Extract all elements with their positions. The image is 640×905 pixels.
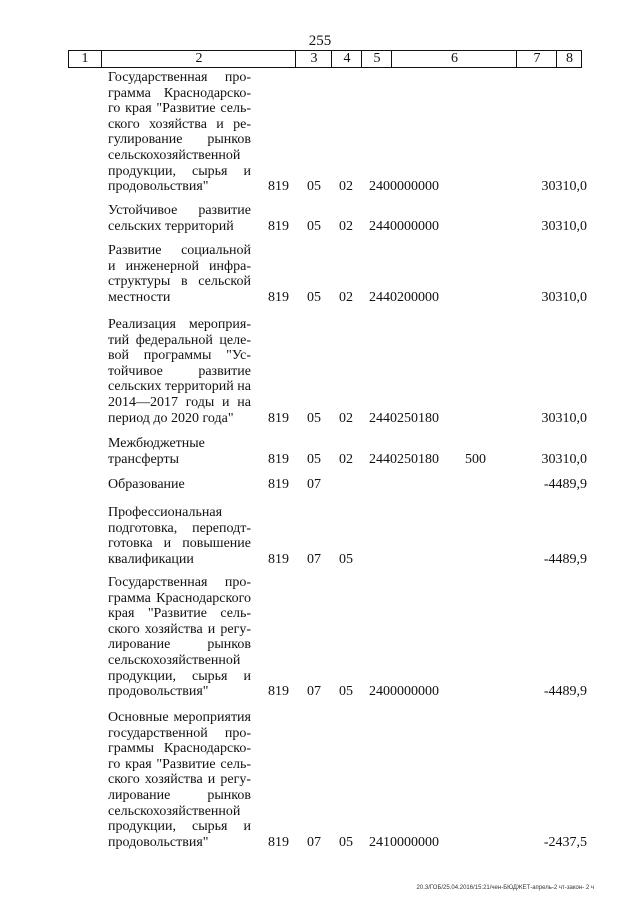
row-name-line: лирование рынков <box>108 637 251 653</box>
cell-col-8: 30310,0 <box>541 410 587 426</box>
cell-col-5: 02 <box>339 179 353 195</box>
row-name-line: продовольствия" <box>108 179 209 195</box>
cell-col-5: 05 <box>339 834 353 850</box>
header-col-4: 4 <box>331 51 362 67</box>
row-name-line: Профессиональная <box>108 505 223 520</box>
row-name-line: граммы Краснодарско- <box>108 741 251 757</box>
row-name-line: сельских территорий на <box>108 379 251 395</box>
cell-col-8: 30310,0 <box>541 179 587 195</box>
table-header <box>68 50 582 68</box>
row-name <box>108 505 251 567</box>
cell-col-3: 819 <box>268 289 289 305</box>
cell-col-3: 819 <box>268 451 289 467</box>
cell-col-4: 07 <box>307 684 321 700</box>
row-name-line: лирование рынков <box>108 787 251 803</box>
cell-col-8: -4489,9 <box>543 684 587 700</box>
row-name-line: Межбюджетные <box>108 436 205 451</box>
row-name-line: продовольствия" <box>108 834 209 850</box>
row-name-line: сельских территорий <box>108 218 234 234</box>
cell-col-6: 2440000000 <box>369 218 439 234</box>
row-name-line: грамма Краснодарско- <box>108 85 251 101</box>
header-col-7: 7 <box>516 51 557 67</box>
header-col-3: 3 <box>295 51 332 67</box>
row-name-line: Развитие социальной <box>108 243 251 258</box>
row-name-line: Устойчивое развитие <box>108 203 251 218</box>
row-name-line: 2014—2017 годы и на <box>108 394 251 410</box>
row-name-line: ского хозяйства и ре- <box>108 116 251 132</box>
row-name-line: тойчивое развитие <box>108 363 251 379</box>
cell-col-5: 05 <box>339 551 353 567</box>
cell-col-4: 07 <box>307 477 321 492</box>
row-name-line: сельскохозяйственной <box>108 803 241 819</box>
page-number: 255 <box>308 33 332 49</box>
row-name-line: вой программы "Ус- <box>108 348 251 364</box>
cell-col-6: 2440250180 <box>369 410 439 426</box>
cell-col-5: 05 <box>339 684 353 700</box>
row-name-line: квалификации <box>108 551 194 567</box>
row-name-line: готовка и повышение <box>108 536 251 552</box>
row-name-line: гулирование рынков <box>108 132 251 148</box>
row-name-line: сельскохозяйственной <box>108 147 241 163</box>
row-name-line: и инженерной инфра- <box>108 258 251 274</box>
cell-col-4: 05 <box>307 179 321 195</box>
cell-col-4: 05 <box>307 289 321 305</box>
row-name-line: тий федеральной целе- <box>108 332 251 348</box>
row-name-line: грамма Краснодарского <box>108 590 251 606</box>
row-name <box>108 203 251 234</box>
footer-stamp: 20.3/ГОБ/25.04.2016/15:21/чен-БЮДЖЕТ-апрель-2 чт-закон- 2 ч <box>416 885 594 891</box>
cell-col-6: 2440200000 <box>369 289 439 305</box>
cell-col-3: 819 <box>268 834 289 850</box>
cell-col-6: 2400000000 <box>369 179 439 195</box>
header-col-5: 5 <box>361 51 392 67</box>
row-name-line: го края "Развитие сель- <box>108 101 251 117</box>
cell-col-8: -4489,9 <box>543 551 587 567</box>
cell-col-3: 819 <box>268 684 289 700</box>
row-name-line: Основные мероприятия <box>108 710 251 725</box>
row-name-line: сельскохозяйственной <box>108 652 241 668</box>
cell-col-3: 819 <box>268 477 289 492</box>
row-name-line: местности <box>108 289 171 305</box>
cell-col-3: 819 <box>268 410 289 426</box>
row-name-line: подготовка, переподт- <box>108 520 251 536</box>
cell-col-6: 2440250180 <box>369 451 439 467</box>
row-name-line: продовольствия" <box>108 684 209 700</box>
row-name-line: края "Развитие сель- <box>108 606 251 622</box>
row-name <box>108 243 251 305</box>
row-name <box>108 70 251 195</box>
row-name <box>108 477 251 493</box>
cell-col-5: 02 <box>339 218 353 234</box>
header-col-8: 8 <box>556 51 582 67</box>
row-name-line: период до 2020 года" <box>108 410 234 426</box>
row-name-line: структуры в сельской <box>108 274 251 290</box>
cell-col-8: -2437,5 <box>543 834 587 850</box>
row-name-line: трансферты <box>108 451 180 467</box>
cell-col-5: 02 <box>339 410 353 426</box>
cell-col-8: 30310,0 <box>541 451 587 467</box>
cell-col-8: 30310,0 <box>541 289 587 305</box>
cell-col-4: 05 <box>307 218 321 234</box>
row-name-line: Государственная про- <box>108 70 251 85</box>
row-name-line: продукции, сырья и <box>108 163 251 179</box>
cell-col-6: 2410000000 <box>369 834 439 850</box>
cell-col-5: 02 <box>339 289 353 305</box>
cell-col-5: 02 <box>339 451 353 467</box>
cell-col-7: 500 <box>465 451 486 467</box>
cell-col-3: 819 <box>268 218 289 234</box>
row-name <box>108 575 251 700</box>
cell-col-8: -4489,9 <box>543 477 587 492</box>
cell-col-3: 819 <box>268 551 289 567</box>
cell-col-4: 07 <box>307 834 321 850</box>
row-name <box>108 317 251 426</box>
row-name-line: го края "Развитие сель- <box>108 756 251 772</box>
header-col-2: 2 <box>101 51 296 67</box>
cell-col-8: 30310,0 <box>541 218 587 234</box>
header-col-1: 1 <box>81 51 89 66</box>
row-name <box>108 710 251 850</box>
row-name <box>108 436 251 467</box>
cell-col-3: 819 <box>268 179 289 195</box>
header-col-6: 6 <box>391 51 517 67</box>
row-name-line: ского хозяйства и регу- <box>108 772 251 788</box>
cell-col-6: 2400000000 <box>369 684 439 700</box>
row-name-line: государственной про- <box>108 725 251 741</box>
row-name-line: Образование <box>108 477 185 492</box>
cell-col-4: 05 <box>307 410 321 426</box>
row-name-line: Реализация мероприя- <box>108 317 251 332</box>
cell-col-4: 07 <box>307 551 321 567</box>
row-name-line: Государственная про- <box>108 575 251 590</box>
row-name-line: продукции, сырья и <box>108 668 251 684</box>
row-name-line: ского хозяйства и регу- <box>108 621 251 637</box>
cell-col-4: 05 <box>307 451 321 467</box>
row-name-line: продукции, сырья и <box>108 819 251 835</box>
